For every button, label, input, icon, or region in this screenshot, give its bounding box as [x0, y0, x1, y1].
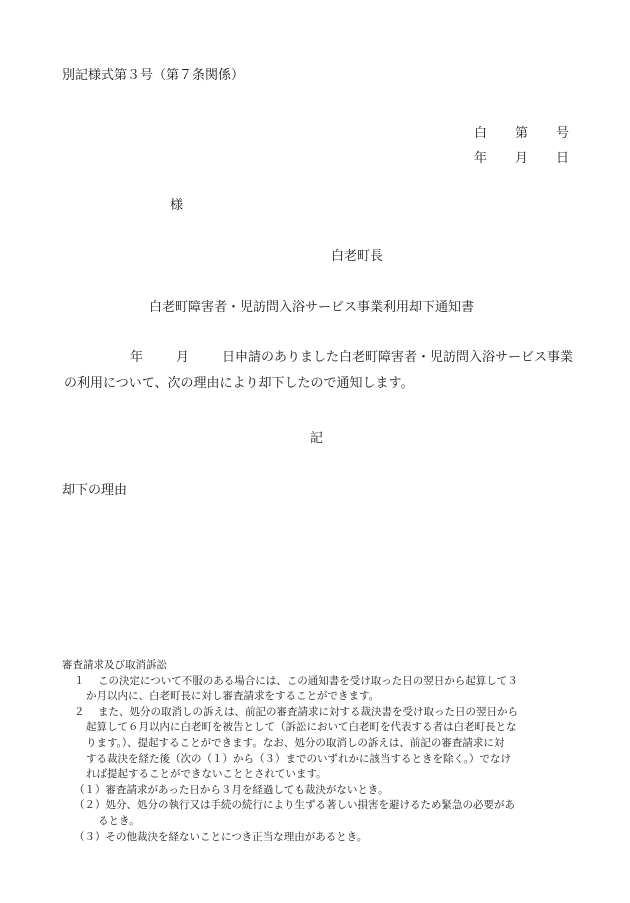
reason-label: 却下の理由 — [62, 483, 128, 498]
notice-heading: 審査請求及び取消訴訟 — [62, 659, 167, 671]
ki-heading: 記 — [310, 431, 324, 446]
item-2-number: ２ — [74, 705, 85, 718]
body-month: 月 — [176, 350, 190, 365]
sub-item-2-line-2: るとき。 — [98, 814, 140, 827]
body-line-2: の利用について、次の理由により却下したので通知します。 — [64, 376, 414, 391]
sub-item-2-line-1: （２）処分、処分の執行又は手続の続行により生ずる著しい損害を避けるため緊急の必要があ — [74, 799, 515, 812]
date-day: 日 — [556, 151, 570, 166]
appeal-notice — [62, 658, 582, 845]
sender: 白老町長 — [331, 249, 384, 264]
body-paragraph — [64, 345, 584, 397]
item-2-line-1: また、処分の取消しの訴えは、前記の審査請求に対する裁決書を受け取った日の翌日から — [98, 705, 518, 718]
body-line1-rest: 日申請のありました白老町障害者・児訪問入浴サービス事業 — [222, 350, 574, 365]
item-2-line-4: する裁決を経た後（次の（１）から（３）までのいずれかに該当するときを除く。）でなけ — [86, 752, 512, 765]
doc-number-suffix: 号 — [556, 126, 570, 141]
sub-item-1: （１）審査請求があった日から３月を経過しても裁決がないとき。 — [74, 783, 389, 796]
item-1-line-2: か月以内に、白老町長に対し審査請求をすることができます。 — [86, 690, 380, 703]
doc-number-mid: 第 — [515, 126, 529, 141]
item-2-line-3: ります。）、提起することができます。なお、処分の取消しの訴えは、前記の審査請求に対 — [86, 736, 505, 749]
form-number: 別記様式第３号（第７条関係） — [62, 68, 245, 83]
item-1-number: １ — [74, 674, 85, 687]
body-line-1 — [64, 345, 584, 371]
notice-item-1 — [62, 674, 582, 690]
item-2-line-2: 起算して６月以内に白老町を被告として（訴訟において白老町を代表する者は白老町長とな — [86, 721, 517, 734]
notice-item-2 — [62, 705, 582, 721]
body-year: 年 — [130, 350, 144, 365]
date-year: 年 — [474, 151, 488, 166]
sub-item-3: （３）その他裁決を経ないことにつき正当な理由があるとき。 — [74, 830, 368, 843]
document-title: 白老町障害者・児訪問入浴サービス事業利用却下通知書 — [149, 300, 475, 315]
item-2-line-5: れば提起することができないこととされています。 — [86, 768, 327, 781]
doc-number-prefix: 白 — [474, 126, 488, 141]
date-month: 月 — [515, 151, 529, 166]
item-1-line-1: この決定について不服のある場合には、この通知書を受け取った日の翌日から起算して３ — [98, 674, 518, 687]
recipient-suffix: 様 — [170, 198, 184, 213]
